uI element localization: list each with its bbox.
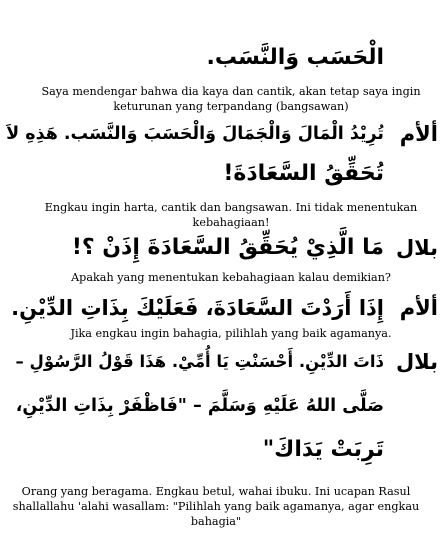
speaker-label: بلال (395, 236, 438, 260)
arabic-line: الْحَسَب وَالنَّسَب. (206, 45, 384, 70)
arabic-line: إِذَا أَرَدْتَ السَّعَادَةَ، فَعَلَيْكَ بِذَاتِ الدِّيْنِ. (11, 296, 384, 320)
translation-text: Apakah yang menentukan kebahagiaan kalau demikian? (71, 271, 391, 284)
translation-text: Engkau ingin harta, cantik dan bangsawan. Ini tidak menentukan kebahagiaan! (44, 201, 418, 229)
arabic-line: تُرِيْدُ الْمَالَ وَالْجَمَالَ وَالْحَسَبَ وَالنَّسَب. هَذِهِ لاَ (6, 124, 384, 144)
translation-text: Orang yang beragama. Engkau betul, wahai ibuku. Ini ucapan Rasul shallallahu 'alahi wasallam: "Pilihlah yang baik agamanya, agar engkau bahagia" (12, 485, 420, 528)
speaker-label: ألأم (399, 296, 438, 320)
arabic-line: صَلَّى اللهُ عَلَيْهِ وَسَلَّمَ – "فَاظْفَرْ بِذَاتِ الدِّيْنِ، (15, 396, 384, 416)
speaker-label: بلال (395, 350, 438, 374)
translation-text: Jika engkau ingin bahagia, pilihlah yang baik agamanya. (70, 327, 392, 340)
arabic-line: ذَاتَ الدِّيْنِ. أَحْسَنْتِ يَا أُمِّيْ. هَذَا قَوْلُ الرَّسُوْلِ – (15, 352, 384, 371)
arabic-line: تَرِبَتْ يَدَاكَ" (262, 437, 384, 462)
translation-text: Saya mendengar bahwa dia kaya dan cantik, akan tetap saya ingin keturunan yang terpandang (bangsawan) (41, 85, 421, 113)
arabic-line: تُحَقِّقُ السَّعَادَةَ! (223, 161, 384, 186)
speaker-label: ألأم (399, 122, 438, 146)
arabic-line: مَا الَّذِيْ يُحَقِّقُ السَّعَادَةَ إِذَنْ ؟! (71, 235, 384, 260)
